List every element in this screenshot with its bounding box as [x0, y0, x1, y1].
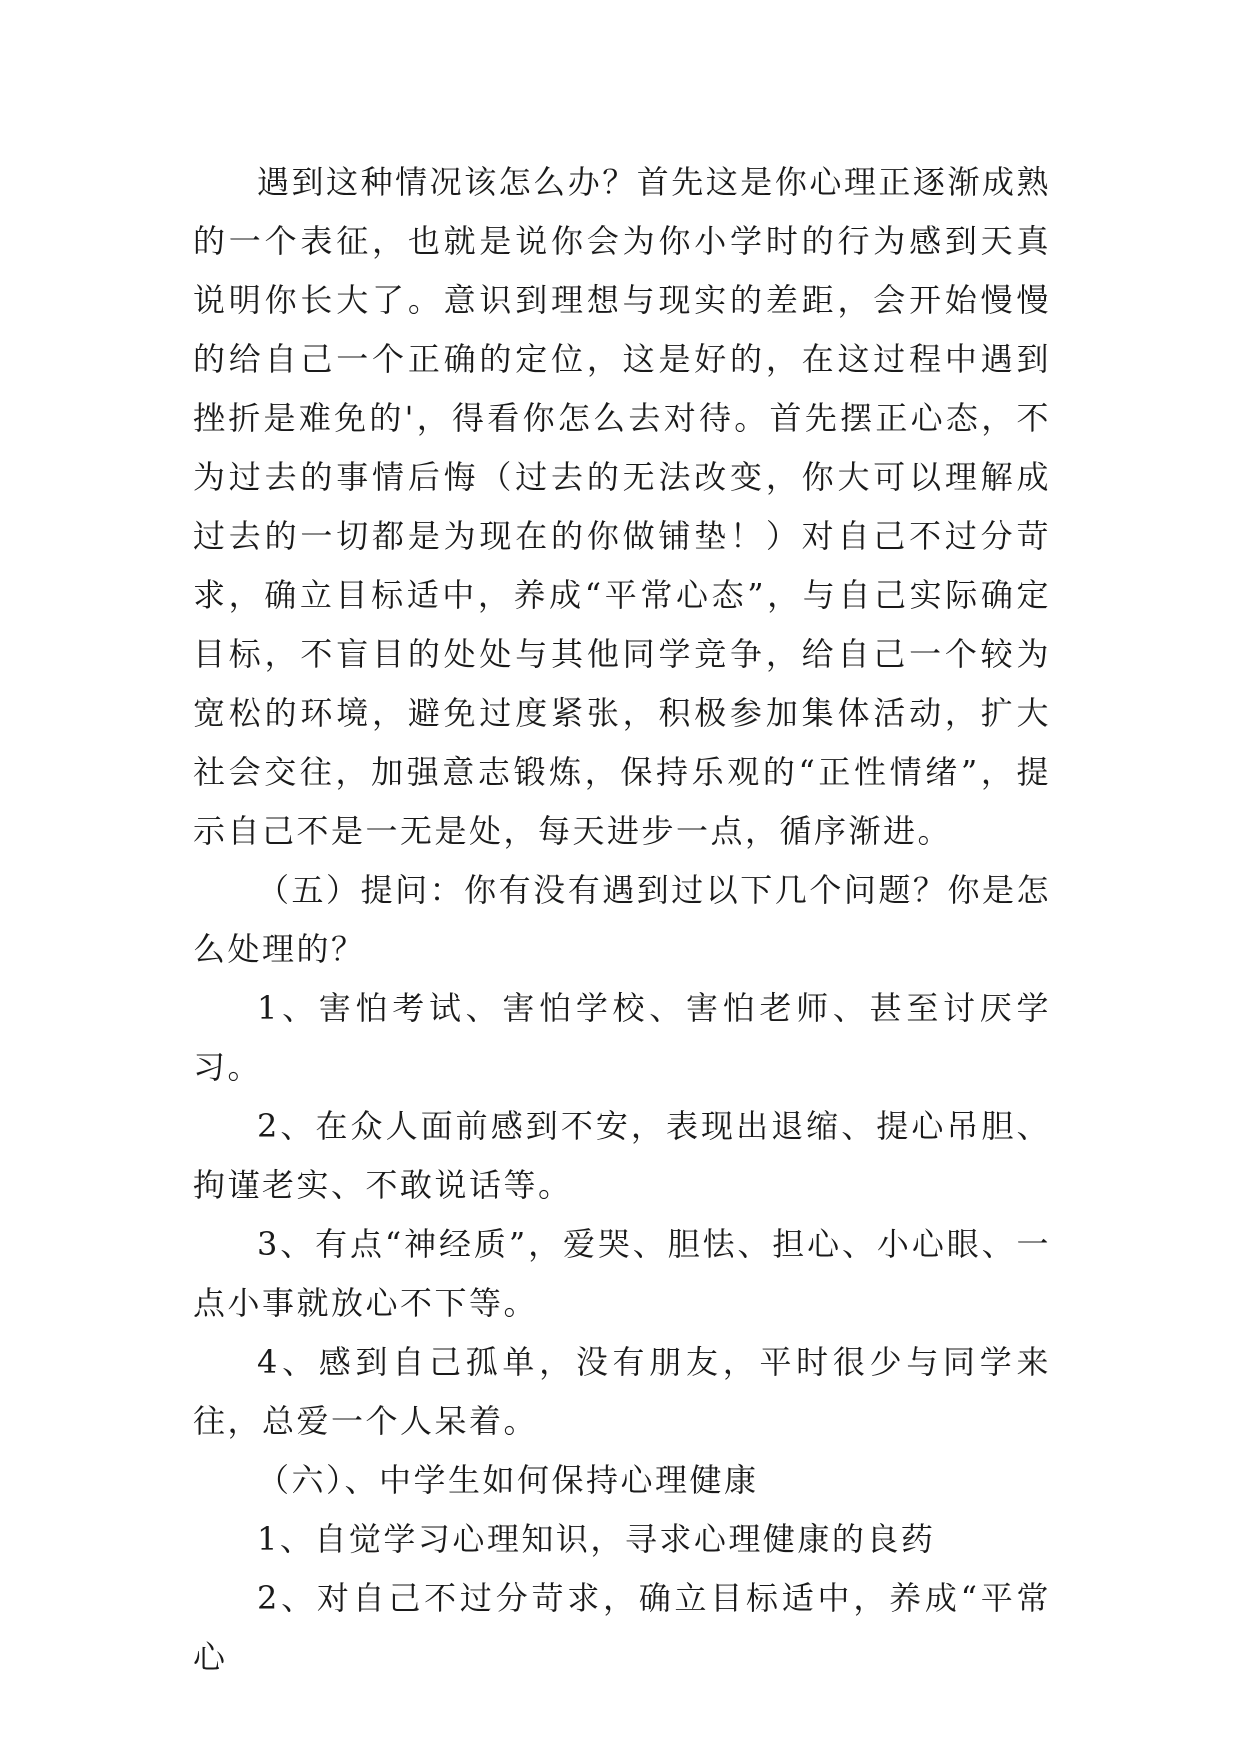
paragraph-question-five: （五）提问：你有没有遇到过以下几个问题？你是怎么处理的？ [193, 871, 1051, 968]
list-item-fear-of-exams: 1、害怕考试、害怕学校、害怕老师、甚至讨厌学习。 [193, 989, 1051, 1086]
list-item-learn-psychology: 1、自觉学习心理知识，寻求心理健康的良药 [257, 1520, 936, 1558]
list-item-nervousness: 3、有点“神经质”，爱哭、胆怯、担心、小心眼、一点小事就放心不下等。 [193, 1225, 1051, 1322]
paragraph-coping-advice: 遇到这种情况该怎么办？首先这是你心理正逐渐成熟的一个表征，也就是说你会为你小学时的行为感到天真说明你长大了。意识到理想与现实的差距，会开始慢慢的给自己一个正确的定位，这是好的，在这过程中遇到挫折是难免的'，得看你怎么去对待。首先摆正心态，不为过去的事情后悔（过去的无法改变，你大可以理解成过去的一切都是为现在的你做铺垫！）对自己不过分苛求，确立目标适中，养成“平常心态”，与自己实际确定目标，不盲目的处处与其他同学竞争，给自己一个较为宽松的环境，避免过度紧张，积极参加集体活动，扩大社会交往，加强意志锻炼，保持乐观的“正性情绪”，提示自己不是一无是处，每天进步一点，循序渐进。 [193, 163, 1051, 850]
list-item-moderate-goals: 2、对自己不过分苛求，确立目标适中，养成“平常心 [193, 1579, 1051, 1676]
list-item-loneliness: 4、感到自己孤单，没有朋友，平时很少与同学来往，总爱一个人呆着。 [193, 1343, 1051, 1440]
section-heading-six: （六）、中学生如何保持心理健康 [257, 1461, 759, 1499]
document-body [193, 153, 1051, 1687]
list-item-social-anxiety: 2、在众人面前感到不安，表现出退缩、提心吊胆、拘谨老实、不敢说话等。 [193, 1107, 1051, 1204]
